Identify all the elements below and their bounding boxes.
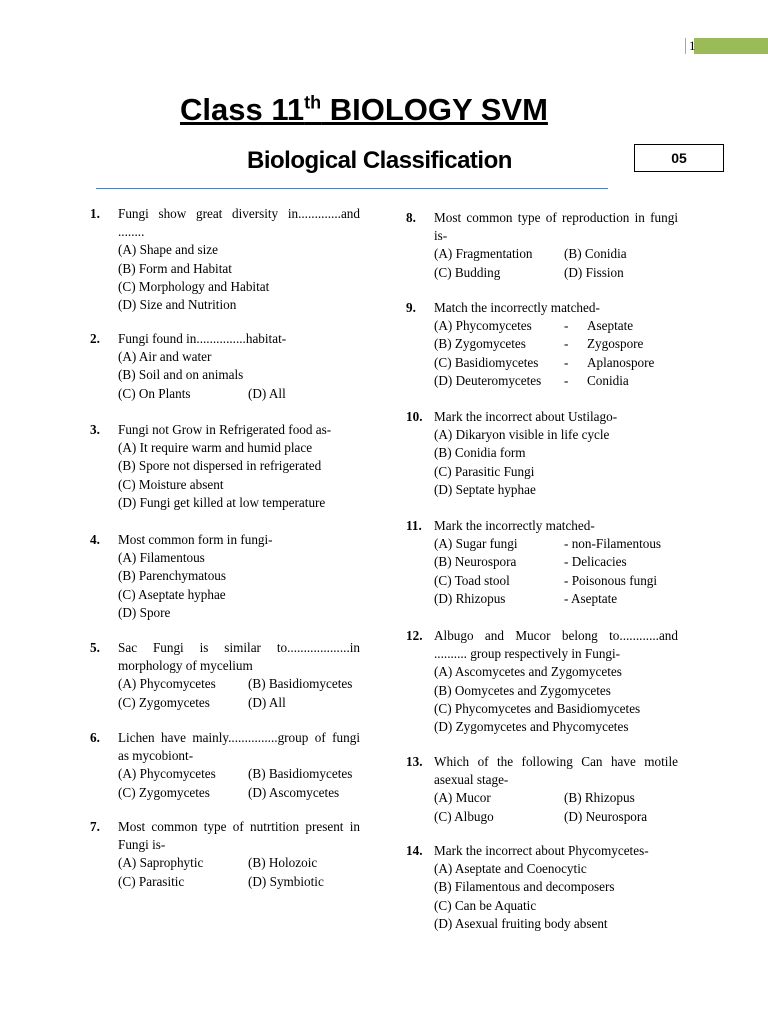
question-stem: Most common type of reproduction in fungi is- bbox=[434, 210, 678, 244]
match-value: - Aseptate bbox=[564, 590, 618, 606]
option: (A) Mucor bbox=[434, 790, 491, 806]
option: (B) Basidiomycetes bbox=[248, 676, 353, 692]
option: (D) Asexual fruiting body absent bbox=[434, 915, 608, 931]
match-dash: - bbox=[564, 336, 569, 352]
question-number: 2. bbox=[90, 331, 100, 346]
question-number: 10. bbox=[406, 409, 423, 424]
question-stem: Fungi found in...............habitat- bbox=[118, 331, 287, 346]
option: (A) Aseptate and Coenocytic bbox=[434, 861, 587, 877]
header-divider bbox=[96, 188, 608, 189]
option: (A) Dikaryon visible in life cycle bbox=[434, 427, 610, 443]
option: (B) Soil and on animals bbox=[118, 367, 244, 383]
question-stem: Most common form in fungi- bbox=[118, 532, 273, 547]
option: (A) Phycomycetes bbox=[118, 766, 216, 782]
option: (D) Fission bbox=[564, 264, 624, 280]
page-number-tab bbox=[676, 38, 768, 54]
option: (C) On Plants bbox=[118, 385, 191, 401]
option: (B) Conidia form bbox=[434, 445, 526, 461]
option: (B) Neurospora bbox=[434, 554, 517, 570]
option: (D) Size and Nutrition bbox=[118, 297, 237, 313]
page-number: 1 bbox=[685, 38, 696, 54]
question-number: 1. bbox=[90, 206, 100, 221]
question-number: 8. bbox=[406, 210, 416, 225]
match-value: - Poisonous fungi bbox=[564, 572, 658, 588]
title-rest: BIOLOGY SVM bbox=[321, 92, 548, 127]
question-stem: Most common type of nutrtition present in Fungi is- bbox=[118, 819, 360, 853]
option: (A) Sugar fungi bbox=[434, 536, 518, 552]
question-number: 6. bbox=[90, 730, 100, 745]
option: (A) Fragmentation bbox=[434, 246, 533, 262]
option: (D) Deuteromycetes bbox=[434, 372, 542, 388]
question-number: 11. bbox=[406, 518, 422, 533]
question-stem: Match the incorrectly matched- bbox=[434, 300, 600, 315]
option: (D) All bbox=[248, 694, 286, 710]
option: (C) Phycomycetes and Basidiomycetes bbox=[434, 700, 641, 716]
option: (B) Spore not dispersed in refrigerated bbox=[118, 458, 322, 474]
option: (B) Zygomycetes bbox=[434, 336, 526, 352]
option: (B) Oomycetes and Zygomycetes bbox=[434, 682, 611, 698]
option: (B) Holozoic bbox=[248, 855, 318, 871]
question-number: 13. bbox=[406, 754, 423, 769]
question-number: 4. bbox=[90, 532, 100, 547]
option: (D) All bbox=[248, 385, 286, 401]
question-stem: Sac Fungi is similar to...................in morphology of mycelium bbox=[118, 640, 360, 674]
chapter-code-box: 05 bbox=[634, 144, 724, 172]
match-value: - non-Filamentous bbox=[564, 536, 662, 552]
match-value: Aseptate bbox=[587, 318, 634, 334]
option: (B) Conidia bbox=[564, 246, 627, 262]
option: (C) Basidiomycetes bbox=[434, 354, 539, 370]
option: (D) Ascomycetes bbox=[248, 784, 340, 800]
question-number: 14. bbox=[406, 843, 423, 858]
option: (D) Spore bbox=[118, 604, 171, 620]
question-stem: Fungi show great diversity in.............and ........ bbox=[118, 206, 360, 240]
option: (B) Parenchymatous bbox=[118, 568, 227, 584]
option: (D) Fungi get killed at low temperature bbox=[118, 494, 326, 510]
option: (A) Shape and size bbox=[118, 242, 218, 258]
option: (A) It require warm and humid place bbox=[118, 440, 313, 456]
title-main: Class 11 bbox=[180, 92, 305, 127]
match-dash: - bbox=[564, 318, 569, 334]
question-number: 7. bbox=[90, 819, 100, 834]
question-number: 3. bbox=[90, 422, 100, 437]
option: (A) Phycomycetes bbox=[434, 318, 532, 334]
option: (C) Parasitic bbox=[118, 873, 185, 889]
match-value: Zygospore bbox=[587, 336, 644, 352]
option: (C) Moisture absent bbox=[118, 476, 224, 492]
option: (B) Filamentous and decomposers bbox=[434, 879, 615, 895]
question-stem: Lichen have mainly...............group of fungi as mycobiont- bbox=[118, 730, 360, 764]
question-stem: Mark the incorrect about Ustilago- bbox=[434, 409, 618, 424]
option: (C) Budding bbox=[434, 264, 501, 280]
option: (D) Zygomycetes and Phycomycetes bbox=[434, 719, 629, 735]
option: (A) Ascomycetes and Zygomycetes bbox=[434, 664, 622, 680]
option: (C) Parasitic Fungi bbox=[434, 463, 535, 479]
match-dash: - bbox=[564, 372, 569, 388]
question-number: 12. bbox=[406, 628, 423, 643]
option: (A) Saprophytic bbox=[118, 855, 204, 871]
question-stem: Mark the incorrect about Phycomycetes- bbox=[434, 843, 649, 858]
question-stem: Fungi not Grow in Refrigerated food as- bbox=[118, 422, 332, 437]
question-number: 9. bbox=[406, 300, 416, 315]
option: (D) Rhizopus bbox=[434, 590, 506, 606]
option: (B) Basidiomycetes bbox=[248, 766, 353, 782]
option: (C) Aseptate hyphae bbox=[118, 586, 226, 602]
question-number: 5. bbox=[90, 640, 100, 655]
option: (C) Zygomycetes bbox=[118, 784, 210, 800]
option: (C) Zygomycetes bbox=[118, 694, 210, 710]
option: (B) Form and Habitat bbox=[118, 260, 232, 276]
option: (C) Toad stool bbox=[434, 572, 510, 588]
match-value: - Delicacies bbox=[564, 554, 627, 570]
title-superscript: th bbox=[304, 92, 322, 113]
option: (A) Filamentous bbox=[118, 550, 205, 566]
option: (C) Can be Aquatic bbox=[434, 897, 537, 913]
chapter-title: Biological Classification bbox=[247, 147, 512, 174]
option: (A) Air and water bbox=[118, 349, 212, 365]
option: (A) Phycomycetes bbox=[118, 676, 216, 692]
option: (B) Rhizopus bbox=[564, 790, 635, 806]
question-stem: Which of the following Can have motile asexual stage- bbox=[434, 754, 678, 788]
match-value: Aplanospore bbox=[587, 354, 655, 370]
option: (C) Morphology and Habitat bbox=[118, 278, 270, 294]
question-stem: Mark the incorrectly matched- bbox=[434, 518, 595, 533]
page-title bbox=[180, 92, 548, 128]
option: (D) Neurospora bbox=[564, 808, 648, 824]
match-dash: - bbox=[564, 354, 569, 370]
page-number-bar bbox=[694, 38, 768, 54]
match-value: Conidia bbox=[587, 372, 629, 388]
option: (C) Albugo bbox=[434, 808, 494, 824]
option: (D) Septate hyphae bbox=[434, 481, 536, 497]
question-stem: Albugo and Mucor belong to............and .......... group respectively in Fungi- bbox=[434, 628, 678, 662]
option: (D) Symbiotic bbox=[248, 873, 324, 889]
